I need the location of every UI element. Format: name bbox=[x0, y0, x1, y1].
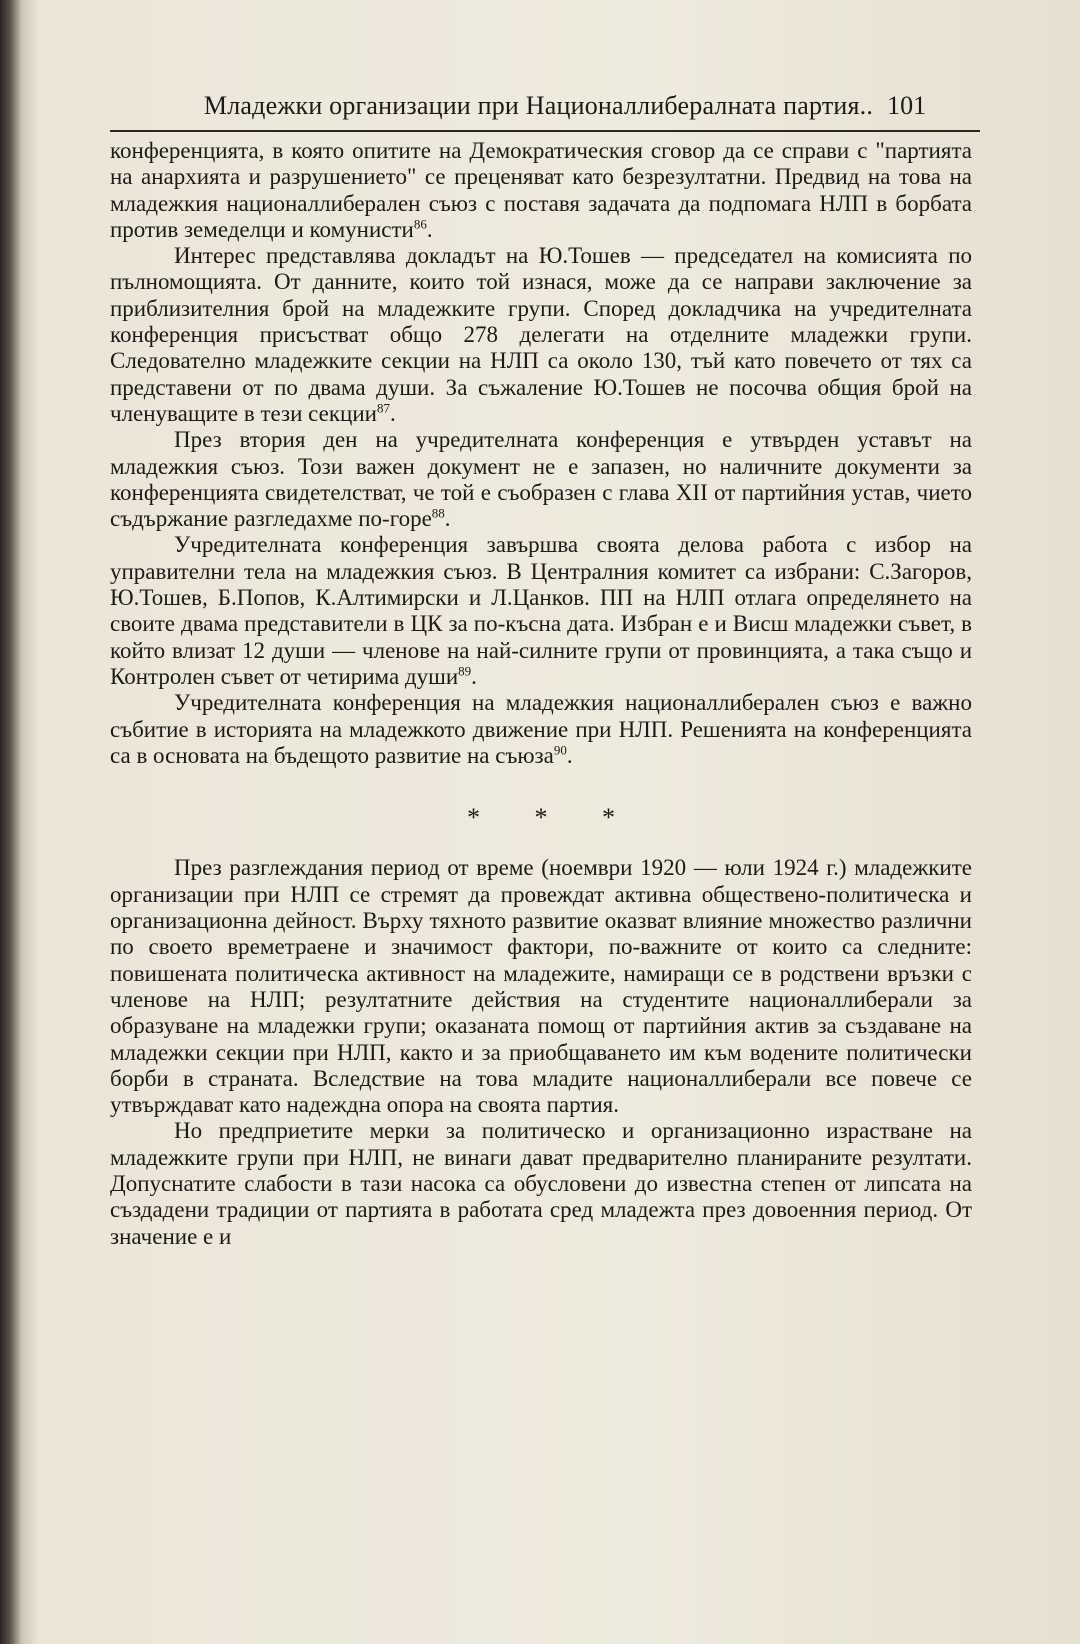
running-header bbox=[110, 88, 980, 124]
header-rule bbox=[110, 130, 980, 132]
paragraph-1: конференцията, в която опитите на Демократическия сговор да се справи с "партията на анархията и разрушението" се преценяват като безрезултатни. Предвид на това на младежкия националлиберален съюз с поставя задачата да подпомага НЛП в борбата против земеделци и комунисти$^{86}$. bbox=[110, 138, 972, 242]
footnote-ref: 88 bbox=[431, 505, 445, 521]
paragraph-5: Учредителната конференция на младежкия националлиберален съюз е важно събитие в историята на младежкото движение при НЛП. Решенията на конференцията са в основата на бъдещото развитие на съюза$^{90}$. bbox=[110, 690, 972, 768]
footnote-ref: 89 bbox=[458, 663, 472, 679]
body-text bbox=[110, 138, 972, 1250]
paragraph-3: През втория ден на учредителната конференция е утвърден уставът на младежкия съюз. Този важен документ не е запазен, но наличните документи за конференцията свидетелстват, че той е съобразен с глава XII от партийния устав, чието съдържание разгледахме по-горе$^{88}$. bbox=[110, 427, 972, 532]
footnote-ref: 90 bbox=[553, 742, 567, 758]
page-number: 101 bbox=[887, 91, 927, 120]
paragraph-7: Но предприетите мерки за политическо и организационно израстване на младежките групи при НЛП, не винаги дават предварително планираните резултати. Допуснатите слабости в тази насока са обусловени до известна степен от липсата на създадени традиции от партията в работата сред младежта през довоенния период. От значение е и bbox=[110, 1118, 972, 1249]
footnote-ref: 87 bbox=[376, 400, 390, 416]
header-title: Младежки организации при Националлибералната партия.. bbox=[203, 91, 874, 120]
paragraph-6: През разглеждания период от време (ноември 1920 — юли 1924 г.) младежките организации при НЛП се стремят да провеждат активна обществено-политическа и организационна дейност. Върху тяхното развитие оказват влияние множество различни по своето времетраене и значимост фактори, по-важните от които са следните: повишената политическа активност на младежите, намиращи се в родствени връзки с членове на НЛП; резултатните действия на студентите националлиберали за образуване на младежки групи; оказаната помощ от партийния актив за създаване на младежки секции при НЛП, както и за приобщаването им към водените политически борби в страната. Вследствие на това младите националлиберали все повече се утвърждават като надеждна опора на своята партия. bbox=[110, 855, 972, 1118]
footnote-ref: 86 bbox=[413, 216, 427, 232]
section-separator: * * * bbox=[467, 803, 639, 833]
paragraph-4: Учредителната конференция завършва своята делова работа с избор на управителни тела на младежкия съюз. В Централния комитет са избрани: С.Загоров, Ю.Тошев, Б.Попов, К.Алтимирски и Л.Цанков. ПП на НЛП отлага определянето на своите двама представители в ЦК за по-късна дата. Избран е и Висш младежки съвет, в който влизат 12 души — членове на най-силните групи от провинцията, а така също и Контролен съвет от четирима души$^{89}$. bbox=[110, 532, 972, 689]
paragraph-2: Интерес представлява докладът на Ю.Тошев — председател на комисията по пълномощията. От данните, които той изнася, може да се направи заключение за приблизителния брой на младежките групи. Според докладчика на учредителната конференция присъстват общо 278 делегати на отделните младежки групи. Следователно младежките секции на НЛП са около 130, тъй като повечето от тях са представени от по двама души. За съжаление Ю.Тошев не посочва общия брой на членуващите в тези секции$^{87}$. bbox=[110, 243, 972, 426]
